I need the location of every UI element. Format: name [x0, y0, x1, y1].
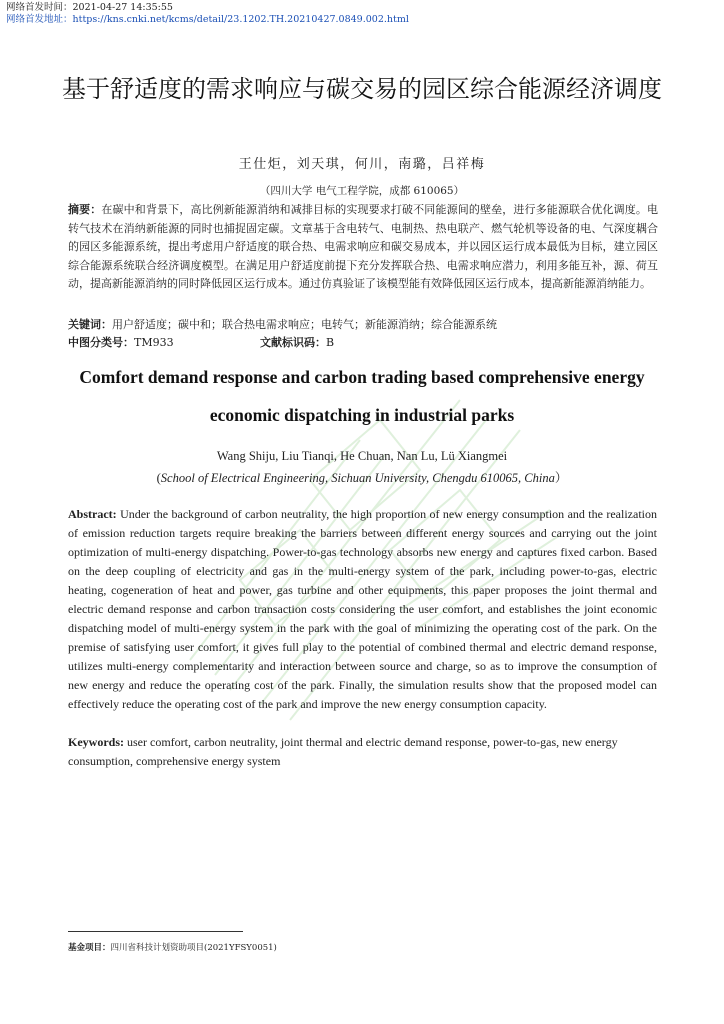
- chinese-keywords: [68, 316, 658, 335]
- english-affiliation-close: ）: [554, 471, 568, 485]
- chinese-title: 基于舒适度的需求响应与碳交易的园区综合能源经济调度: [62, 75, 662, 103]
- publish-time: 2021-04-27 14:35:55: [72, 2, 173, 13]
- document-code-value: B: [326, 336, 335, 349]
- chinese-authors: 王仕炬，刘天琪，何川，南璐，吕祥梅: [238, 157, 486, 172]
- publish-time-line: [6, 2, 173, 14]
- chinese-abstract-text: 在碳中和背景下，高比例新能源消纳和减排目标的实现要求打破不同能源间的壁垒，进行多能源联合优化调度。电转气技术在消纳新能源的同时也捕捉固定碳。文章基于含电转气、电制热、热电联产、燃气轮机等设备的电、气深度耦合的园区多能源系统，提出考虑用户舒适度的联合热、电需求响应和碳交易成本，并以园区运行成本最低为目标，建立园区综合能源系统联合经济调度模型。在满足用户舒适度前提下充分发挥联合热、电需求响应潜力，利用多能互补，源、荷互动，提高新能源消纳的同时降低园区运行成本。通过仿真验证了该模型能有效降低园区运行成本，提高新能源消纳能力。: [68, 203, 658, 290]
- english-abstract: [68, 505, 657, 714]
- english-keywords-text: user comfort, carbon neutrality, joint thermal and electric demand response, power-to-gas, new energy consumption, comprehensive energy system: [68, 735, 618, 768]
- english-abstract-label: Abstract:: [68, 507, 117, 521]
- english-affiliation-open: (: [156, 471, 161, 485]
- document-code: [260, 334, 334, 353]
- chinese-abstract: [68, 201, 658, 294]
- english-authors: Wang Shiju, Liu Tianqi, He Chuan, Nan Lu, Lü Xiangmei: [216, 449, 508, 463]
- chinese-affiliation: （四川大学 电气工程学院，成都 610065）: [259, 185, 465, 197]
- classification-value: TM933: [134, 336, 174, 349]
- document-code-label: 文献标识码：: [260, 336, 326, 349]
- publish-time-label: 网络首发时间：: [6, 2, 73, 13]
- footnote-text: 四川省科技计划资助项目(2021YFSY0051): [110, 943, 277, 953]
- publish-url-line: [6, 14, 409, 26]
- english-affiliation-text: School of Electrical Engineering, Sichuan University, Chengdu 610065, China: [160, 471, 555, 485]
- english-keywords-label: Keywords:: [68, 735, 124, 749]
- english-keywords: [68, 733, 657, 771]
- chinese-keywords-text: 用户舒适度；碳中和；联合热电需求响应；电转气；新能源消纳；综合能源系统: [112, 318, 497, 331]
- footnote: [68, 941, 277, 953]
- chinese-abstract-label: 摘要：: [68, 203, 102, 216]
- english-abstract-text: Under the background of carbon neutrality, the high proportion of new energy consumption and the realization of emission reduction targets require breaking the barriers between different energy sources and carrying out the joint optimization of multi-energy dispatching. Power-to-gas technology absorbs new energy and captures fixed carbon. Based on the deep coupling of electricity and gas in the multi-energy system of the park, including power-to-gas, electric heating, cogeneration of heat and power, gas turbine and other equipments, this paper proposes the joint thermal and electric demand response and carbon transaction costs considering the user comfort, and establishes the joint economic dispatching model of multi-energy system in the park with the goal of minimizing the operating cost of the park. On the premise of satisfying user comfort, it gives full play to the potential of combined thermal and electric demand response, utilizes multi-energy complementarity and interaction between source and charge, so as to improve the consumption of new energy and reduce the operating cost of the park. Finally, the simulation results show that the proposed model can effectively reduce the operating cost of the park and improve the new energy consumption capacity.: [68, 507, 657, 711]
- publish-url-label: 网络首发地址：: [6, 14, 73, 25]
- classification-label: 中图分类号：: [68, 336, 134, 349]
- footnote-label: 基金项目：: [68, 943, 111, 953]
- english-title: Comfort demand response and carbon trading based comprehensive energy economic dispatching in industrial parks: [79, 367, 645, 425]
- chinese-keywords-label: 关键词：: [68, 318, 112, 331]
- publish-url-link[interactable]: https://kns.cnki.net/kcms/detail/23.1202.TH.20210427.0849.002.html: [72, 14, 409, 25]
- footnote-divider: [68, 931, 243, 932]
- classification-line: [68, 334, 658, 353]
- english-affiliation: [0, 468, 724, 486]
- classification-number: [68, 334, 260, 353]
